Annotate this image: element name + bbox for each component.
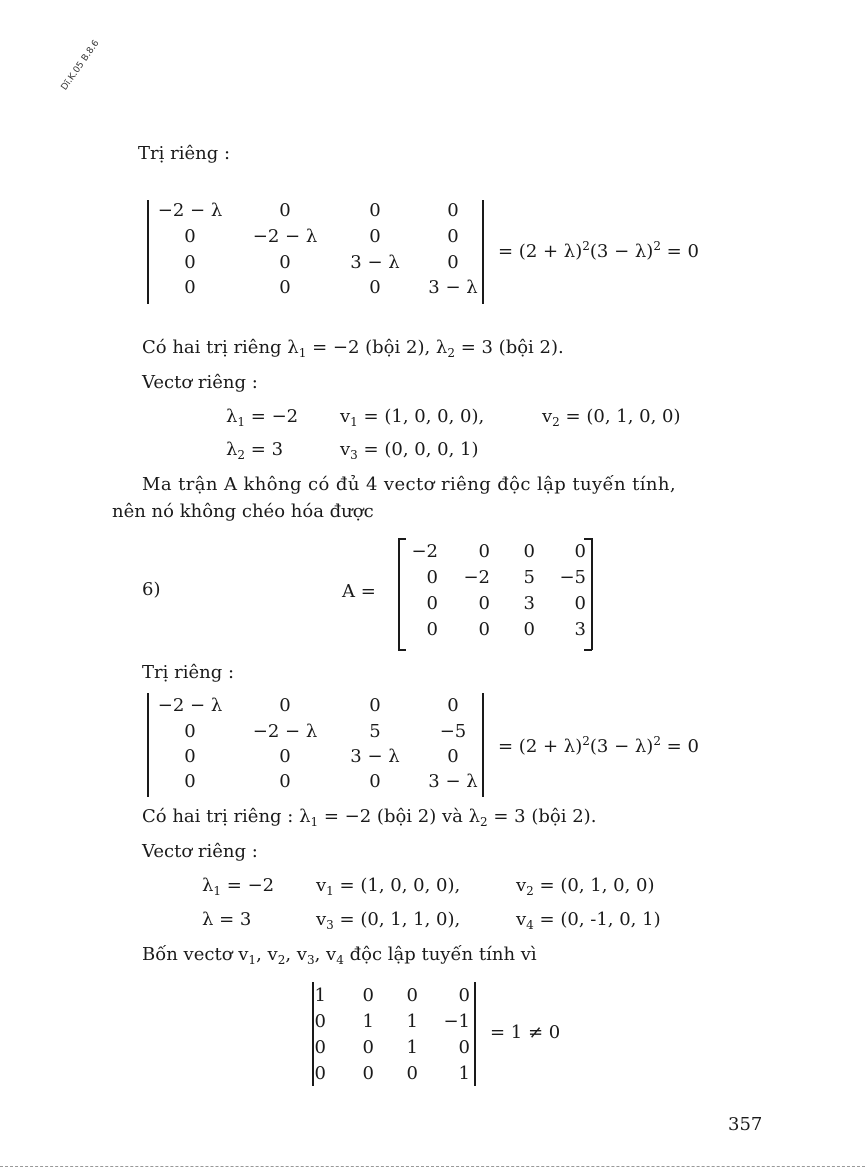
det3-cell: 1 [362, 1011, 374, 1032]
vec4-v3: $v_3 = (0$, 1, 1, 0), [316, 909, 461, 932]
det3-cell: −1 [443, 1011, 470, 1032]
eigen-heading-1: Trị riêng : [138, 143, 231, 164]
det2-cell: 0 [447, 695, 459, 716]
det2-cell: 0 [369, 695, 381, 716]
matrix-a-label: A = [342, 581, 376, 602]
det2-cell: 0 [279, 695, 291, 716]
det1-result: = $(2 + \lambda)^2(3 - \lambda)^2 = 0$ [498, 239, 699, 262]
matrix-cell: −2 [463, 567, 490, 588]
matrix-cell: −2 [411, 541, 438, 562]
det1-cell: 0 [369, 226, 381, 247]
matrix-cell: 0 [478, 541, 490, 562]
eigenvector-heading-1: Vectơ riêng : [142, 372, 258, 393]
det1-cell: −2 − λ [252, 226, 318, 247]
matrix-cell: 0 [426, 567, 438, 588]
vec4-lambda: λ = 3 [202, 909, 252, 930]
matrix-right-bracket-bottom [584, 649, 592, 651]
page-number: 357 [728, 1114, 763, 1135]
det3-cell: 0 [314, 1063, 326, 1084]
page-bottom-rule [0, 1166, 865, 1168]
library-stamp [30, 30, 102, 93]
vec2-v3: $v_3 = (0$, 0, 0, 1) [340, 439, 479, 462]
matrix-cell: 5 [523, 567, 535, 588]
det3-cell: 1 [406, 1037, 418, 1058]
det3-cell: 0 [406, 1063, 418, 1084]
vec1-lambda: $\lambda_1 = -2$ [226, 406, 299, 429]
det1-cell: 0 [447, 252, 459, 273]
vec1-v1: $v_1 = (1$, 0, 0, 0), [340, 406, 485, 429]
det3-cell: 0 [314, 1011, 326, 1032]
matrix-cell: 0 [478, 619, 490, 640]
det1-cell: 0 [184, 252, 196, 273]
det1-cell: 0 [447, 200, 459, 221]
matrix-cell: 3 [574, 619, 586, 640]
vec2-lambda: $\lambda_2 = 3$ [226, 439, 284, 462]
paragraph-line-2: nên nó không chéo hóa được [112, 501, 374, 522]
matrix-right-bracket [591, 538, 593, 650]
det2-cell: 3 − λ [350, 746, 400, 767]
stamp-text: Dĩ.K.05 B.8.6 [59, 38, 102, 93]
det3-cell: 0 [458, 1037, 470, 1058]
det2-cell: 0 [447, 746, 459, 767]
det2-result: = $(2 + \lambda)^2(3 - \lambda)^2 = 0$ [498, 734, 699, 757]
det3-cell: 1 [406, 1011, 418, 1032]
det3-cell: 0 [406, 985, 418, 1006]
vec3-v2: $v_2 = (0$, 1, 0, 0) [516, 875, 655, 898]
det3-cell: 0 [362, 985, 374, 1006]
matrix-cell: 3 [523, 593, 535, 614]
det3-cell: 0 [362, 1063, 374, 1084]
det2-cell: 0 [369, 771, 381, 792]
det1-cell: 0 [184, 226, 196, 247]
det1-cell: 0 [369, 277, 381, 298]
item-label-6: 6) [142, 579, 161, 600]
matrix-cell: 0 [574, 593, 586, 614]
det2-cell: 3 − λ [428, 771, 478, 792]
det1-cell: 0 [279, 252, 291, 273]
matrix-left-bracket-top [398, 538, 406, 540]
det2-cell: −2 − λ [252, 721, 318, 742]
det1-cell: 0 [447, 226, 459, 247]
matrix-cell: 0 [426, 619, 438, 640]
det3-cell: 0 [362, 1037, 374, 1058]
det1-cell: 3 − λ [428, 277, 478, 298]
det3-cell: 1 [314, 985, 326, 1006]
det2-cell: −5 [439, 721, 467, 742]
matrix-cell: −5 [559, 567, 586, 588]
matrix-cell: 0 [426, 593, 438, 614]
det1-cell: 0 [184, 277, 196, 298]
vec3-v1: $v_1 = (1$, 0, 0, 0), [316, 875, 461, 898]
det1-cell: 0 [279, 277, 291, 298]
det3-right-bar [474, 982, 476, 1086]
det3-cell: 0 [314, 1037, 326, 1058]
eigenvalue-line-2: Có hai trị riêng : $\lambda_1 = -2$ (bội 2) và $\lambda_2 = 3$ (bội 2). [142, 806, 597, 829]
matrix-cell: 0 [478, 593, 490, 614]
matrix-left-bracket-bottom [398, 649, 406, 651]
eigenvector-heading-2: Vectơ riêng : [142, 841, 258, 862]
det2-cell: 0 [279, 746, 291, 767]
det2-cell: 0 [184, 746, 196, 767]
vec3-lambda: $\lambda_1 = -2$ [202, 875, 275, 898]
det2-cell: −2 − λ [157, 695, 223, 716]
vec1-v2: $v_2 = (0$, 1, 0, 0) [542, 406, 681, 429]
det2-cell: 5 [369, 721, 381, 742]
det2-cell: 0 [279, 771, 291, 792]
det2-cell: 0 [184, 721, 196, 742]
matrix-cell: 0 [523, 619, 535, 640]
det3-result: = 1 ≠ 0 [490, 1022, 561, 1043]
eigenvalue-line-1: Có hai trị riêng $\lambda_1 = -2$ (bội 2), $\lambda_2 = 3$ (bội 2). [142, 337, 564, 360]
eigen-heading-2: Trị riêng : [142, 662, 235, 683]
det3-cell: 0 [458, 985, 470, 1006]
det1-cell: 3 − λ [350, 252, 400, 273]
det1-cell: 0 [369, 200, 381, 221]
det2-cell: 0 [184, 771, 196, 792]
matrix-cell: 0 [523, 541, 535, 562]
matrix-right-bracket-top [584, 538, 592, 540]
paragraph-line-1: Ma trận A không có đủ 4 vectơ riêng độc lập tuyến tính, [142, 474, 677, 495]
matrix-cell: 0 [574, 541, 586, 562]
det1-cell: −2 − λ [157, 200, 223, 221]
det1-cell: 0 [279, 200, 291, 221]
det3-cell: 1 [458, 1063, 470, 1084]
vec4-v4: $v_4 = (0$, -1, 0, 1) [516, 909, 661, 932]
independence-line: Bốn vectơ $v_1$, $v_2$, $v_3$, $v_4$ độc lập tuyến tính vì [142, 944, 537, 967]
